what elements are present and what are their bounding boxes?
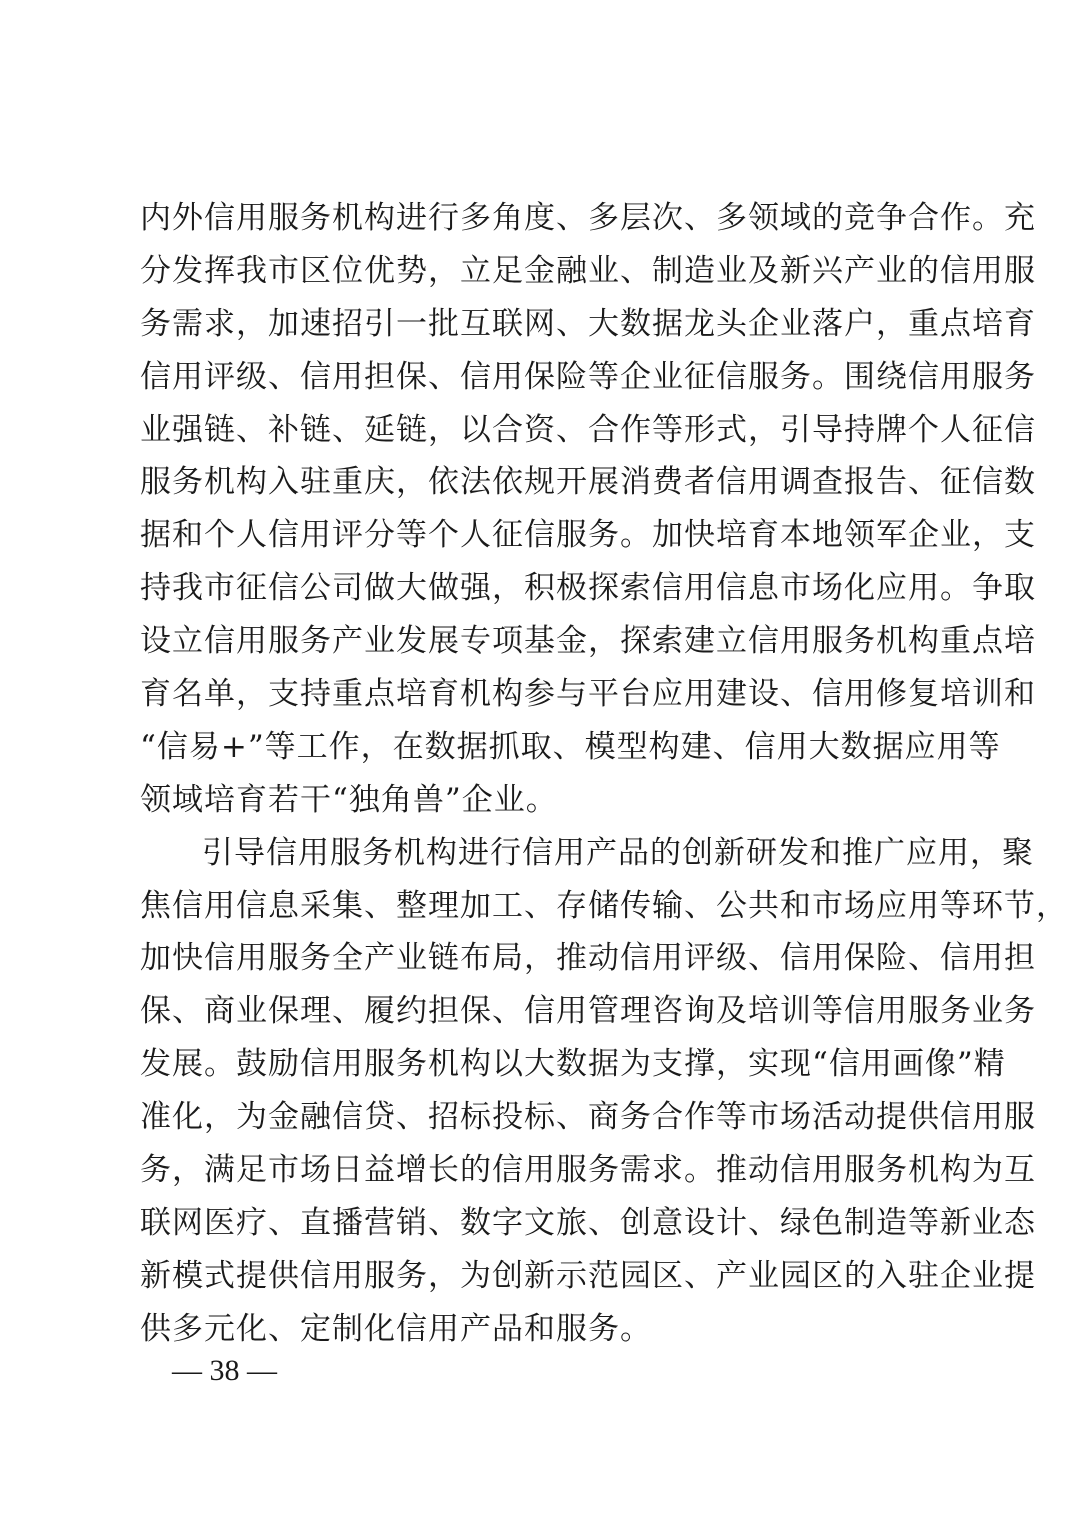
text-line: 设立信用服务产业发展专项基金，探索建立信用服务机构重点培 — [140, 623, 1036, 660]
text-line: 据和个人信用评分等个人征信服务。加快培育本地领军企业，支 — [140, 517, 1036, 554]
text-line: 领域培育若干“独角兽”企业。 — [140, 781, 558, 818]
text-line: 持我市征信公司做大做强，积极探索信用信息市场化应用。争取 — [140, 570, 1036, 607]
text-line: 务需求，加速招引一批互联网、大数据龙头企业落户，重点培育 — [140, 305, 1036, 342]
text-line: 业强链、补链、延链，以合资、合作等形式，引导持牌个人征信 — [140, 411, 1036, 448]
text-line: 育名单，支持重点培育机构参与平台应用建设、信用修复培训和 — [140, 676, 1036, 713]
page-number: — 38 — — [172, 1354, 277, 1387]
text-line: 准化，为金融信贷、招标投标、商务合作等市场活动提供信用服 — [140, 1099, 1036, 1136]
text-line: “信易+”等工作，在数据抓取、模型构建、信用大数据应用等 — [140, 728, 1001, 765]
text-line: 内外信用服务机构进行多角度、多层次、多领域的竞争合作。充 — [140, 200, 1036, 236]
body-text — [140, 192, 1068, 1356]
text-line: 服务机构入驻重庆，依法依规开展消费者信用调查报告、征信数 — [140, 464, 1036, 501]
text-line: 加快信用服务全产业链布局，推动信用评级、信用保险、信用担 — [140, 940, 1036, 977]
text-line: 新模式提供信用服务，为创新示范园区、产业园区的入驻企业提 — [140, 1257, 1036, 1294]
text-line: 信用评级、信用担保、信用保险等企业征信服务。围绕信用服务 — [140, 358, 1036, 395]
text-line: 务，满足市场日益增长的信用服务需求。推动信用服务机构为互 — [140, 1152, 1036, 1189]
paragraph-first-line: 引导信用服务机构进行信用产品的创新研发和推广应用，聚 — [202, 834, 1034, 871]
text-line: 分发挥我市区位优势，立足金融业、制造业及新兴产业的信用服 — [140, 252, 1036, 289]
text-line: 供多元化、定制化信用产品和服务。 — [140, 1310, 652, 1347]
text-line: 保、商业保理、履约担保、信用管理咨询及培训等信用服务业务 — [140, 993, 1036, 1030]
text-line: 联网医疗、直播营销、数字文旅、创意设计、绿色制造等新业态 — [140, 1204, 1036, 1241]
text-line: 发展。鼓励信用服务机构以大数据为支撑，实现“信用画像”精 — [140, 1046, 1006, 1083]
text-line: 焦信用信息采集、整理加工、存储传输、公共和市场应用等环节， — [140, 887, 1068, 924]
